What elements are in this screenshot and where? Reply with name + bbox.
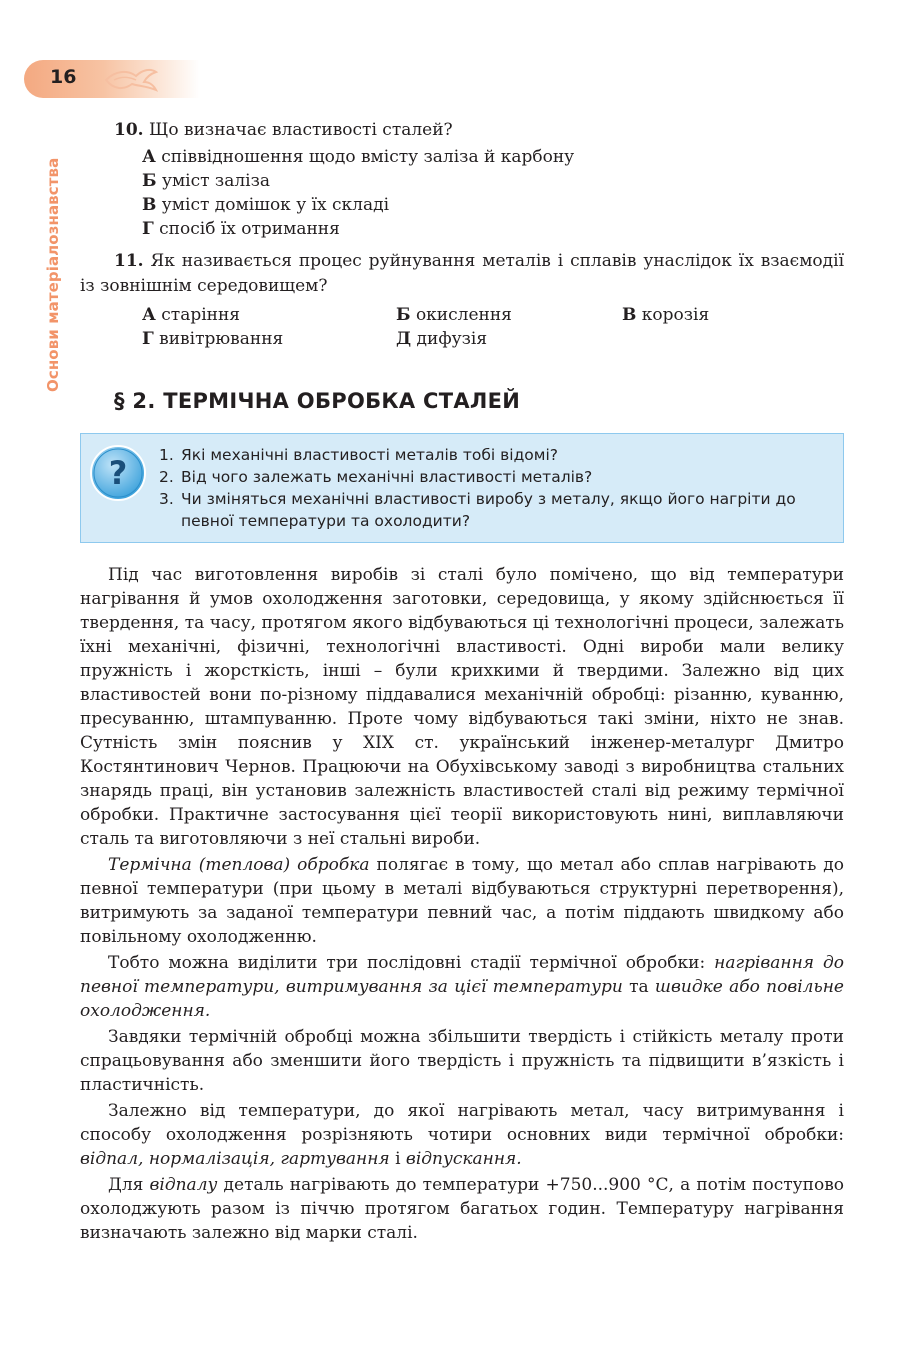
- answer-option: Б окислення: [396, 305, 512, 325]
- page-content: [80, 118, 844, 1247]
- answer-option: А старіння: [142, 305, 241, 325]
- answer-option: Б уміст заліза: [142, 171, 270, 191]
- question-box-list: [159, 444, 831, 532]
- answer-option: Г спосіб їх отримання: [142, 219, 340, 239]
- page-number: 16: [50, 66, 77, 88]
- question-mark-icon: [89, 444, 147, 502]
- question-number: 10.: [114, 120, 144, 140]
- side-section-title: Основи матеріалознавства: [44, 157, 62, 392]
- term: нагрівання до певної температури, витримування за цієї температури: [80, 953, 844, 997]
- paragraph: Завдяки термічній обробці можна збільшити твердість і стійкість металу проти спрацьовування або зменшити його твердість і пружність та підвищити в’язкість і пластичність.: [80, 1027, 844, 1095]
- svg-text:?: ?: [108, 454, 128, 492]
- paragraph: Термічна (теплова) обробка полягає в тому, що метал або сплав нагрівають до певної температури (при цьому в металі відбуваються структурні перетворення), витримують за заданої температури певний час, а потім піддають швидкому або повільному охолодженню.: [80, 855, 844, 947]
- question-10: [80, 118, 844, 143]
- term: відпалу: [149, 1175, 218, 1195]
- list-item: 1. Які механічні властивості металів тобі відомі?: [159, 446, 559, 464]
- answer-option: Д дифузія: [396, 329, 488, 349]
- term: Термічна (теплова) обробка: [108, 855, 370, 875]
- question-number: 11.: [114, 251, 144, 271]
- body-text: [80, 563, 844, 1245]
- paragraph: Для відпалу деталь нагрівають до температури +750...900 °С, а потім поступово охолоджують разом із піччю протягом багатьох годин. Температуру нагрівання визначають залежно від марки сталі.: [80, 1175, 844, 1243]
- paragraph: Тобто можна виділити три послідовні стадії термічної обробки: нагрівання до певної температури, витримування за цієї температури та швидке або повільне охолодження.: [80, 953, 844, 1021]
- list-item: 3. Чи зміняться механічні властивості виробу з металу, якщо його нагріти до певної температури та охолодити?: [159, 490, 796, 530]
- question-11: [80, 249, 844, 299]
- paragraph: Залежно від температури, до якої нагрівають метал, часу витримування і способу охолодження розрізняють чотири основних види термічної обробки: відпал, нормалізація, гартування і відпускання.: [80, 1101, 844, 1169]
- paragraph: Під час виготовлення виробів зі сталі було помічено, що від температури нагрівання й умов охолодження заготовки, середовища, у якому здійснюється її твердення, та часу, протягом якого відбуваються ці технологічні процеси, залежать їхні механічні, фізичні, технологічні властивості. Одні вироби мали велику пружність і жорсткість, інші – були крихкими й твердими. Залежно від цих властивостей вони по-різному піддавалися механічній обробці: різанню, куванню, пресуванню, штампуванню. Проте чому відбуваються такі зміни, ніхто не знав. Сутність змін пояснив у XIX ст. український інженер-металург Дмитро Костянтинович Чернов. Працюючи на Обухівському заводі з виробництва стальних знарядь праці, він установив залежність властивостей сталі від режиму термічної обробки. Практичне застосування цієї теорії використовують нині, виплавляючи сталь та виготовляючи з неї стальні вироби.: [80, 565, 844, 849]
- term: відпускання.: [405, 1149, 522, 1169]
- question-10-options: [142, 145, 844, 241]
- answer-option: А співвідношення щодо вмісту заліза й карбону: [142, 147, 575, 167]
- answer-option: В корозія: [622, 305, 710, 325]
- section-heading: § 2. ТЕРМІЧНА ОБРОБКА СТАЛЕЙ: [114, 389, 521, 413]
- list-item: 2. Від чого залежать механічні властивості металів?: [159, 468, 593, 486]
- question-text: Як називається процес руйнування металів і сплавів унаслідок їх взаємодії із зовнішнім середовищем?: [80, 251, 844, 296]
- answer-option: Г вивітрювання: [142, 329, 284, 349]
- question-text: Що визначає властивості сталей?: [148, 120, 453, 140]
- question-box: [80, 433, 844, 543]
- term: швидке або повільне охолодження.: [80, 977, 844, 1021]
- ribbon-ornament-icon: [100, 64, 160, 94]
- question-11-options: [142, 303, 844, 351]
- term: відпал, нормалізація, гартування: [80, 1149, 390, 1169]
- answer-option: В уміст домішок у їх складі: [142, 195, 390, 215]
